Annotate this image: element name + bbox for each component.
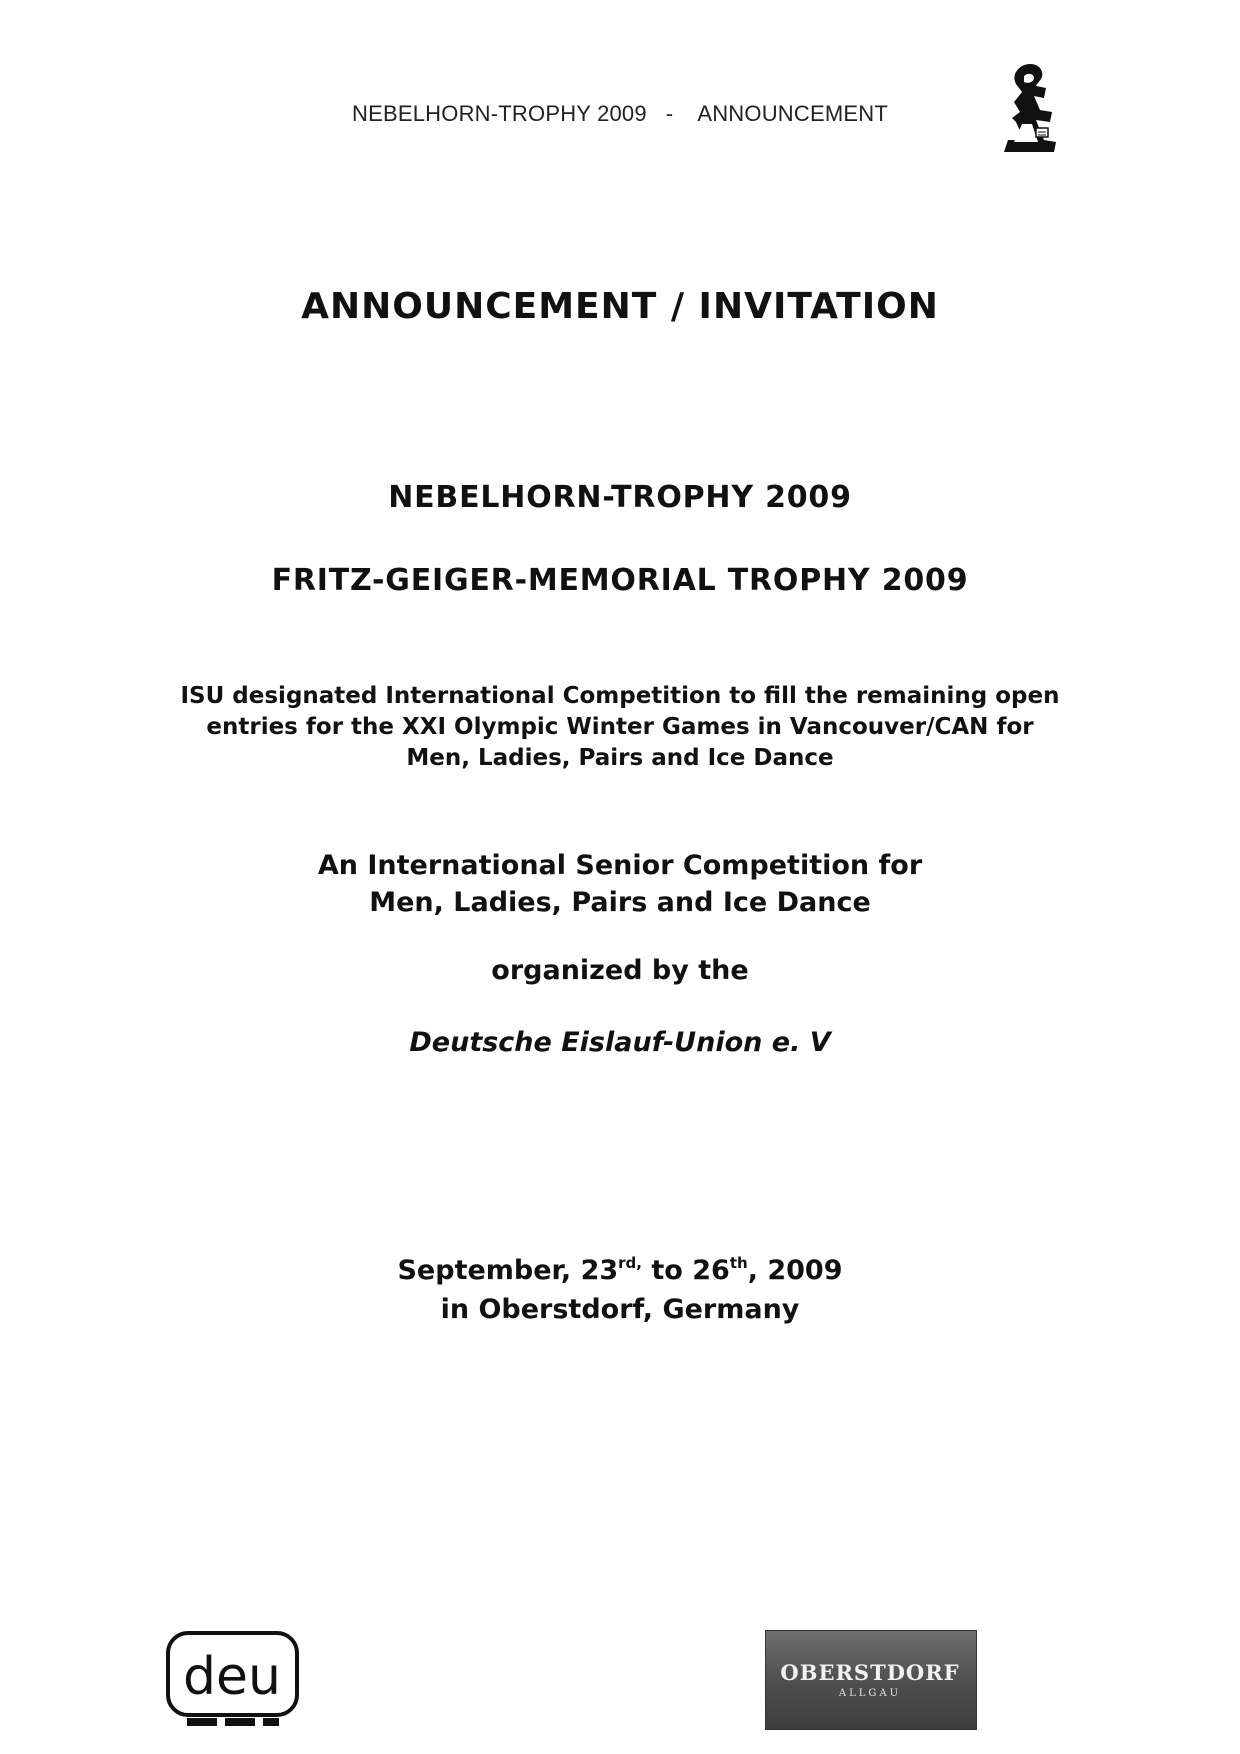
competition-name-secondary: FRITZ-GEIGER-MEMORIAL TROPHY 2009	[271, 563, 969, 598]
international-line: An International Senior Competition for	[317, 850, 923, 881]
date-end: to 26	[651, 1255, 730, 1286]
organizer-name: Deutsche Eislauf-Union e. V	[409, 1027, 831, 1058]
date-start-suffix: rd,	[618, 1254, 642, 1272]
deu-logo-text: deu	[183, 1647, 281, 1707]
header-title: NEBELHORN-TROPHY 2009	[352, 101, 647, 126]
header-subtitle: ANNOUNCEMENT	[697, 101, 888, 126]
competition-name-primary: NEBELHORN-TROPHY 2009	[388, 480, 852, 515]
date-line	[0, 1251, 1240, 1290]
date-start: September, 23	[397, 1255, 619, 1286]
isu-line: entries for the XXI Olympic Winter Games in Vancouver/CAN for	[206, 714, 1034, 740]
isu-line: ISU designated International Competition to fill the remaining open	[180, 683, 1060, 709]
skater-logo-icon	[1000, 62, 1060, 154]
date-year: , 2009	[747, 1255, 843, 1286]
header-separator-char: -	[665, 101, 674, 126]
event-dates	[0, 1251, 1240, 1329]
date-end-suffix: th	[729, 1254, 748, 1272]
organized-by-text: organized by the	[491, 955, 749, 986]
document-title: ANNOUNCEMENT / INVITATION	[301, 286, 939, 327]
international-line: Men, Ladies, Pairs and Ice Dance	[369, 887, 871, 918]
deu-logo	[165, 1630, 300, 1730]
isu-description	[0, 681, 1240, 774]
isu-line: Men, Ladies, Pairs and Ice Dance	[406, 745, 834, 771]
international-description	[0, 847, 1240, 921]
oberstdorf-logo-text: OBERSTDORF	[780, 1660, 960, 1685]
header-separator	[653, 101, 692, 127]
event-location: in Oberstdorf, Germany	[440, 1294, 800, 1325]
oberstdorf-logo	[765, 1630, 975, 1728]
oberstdorf-logo-subtext: ALLGAU	[838, 1688, 902, 1699]
